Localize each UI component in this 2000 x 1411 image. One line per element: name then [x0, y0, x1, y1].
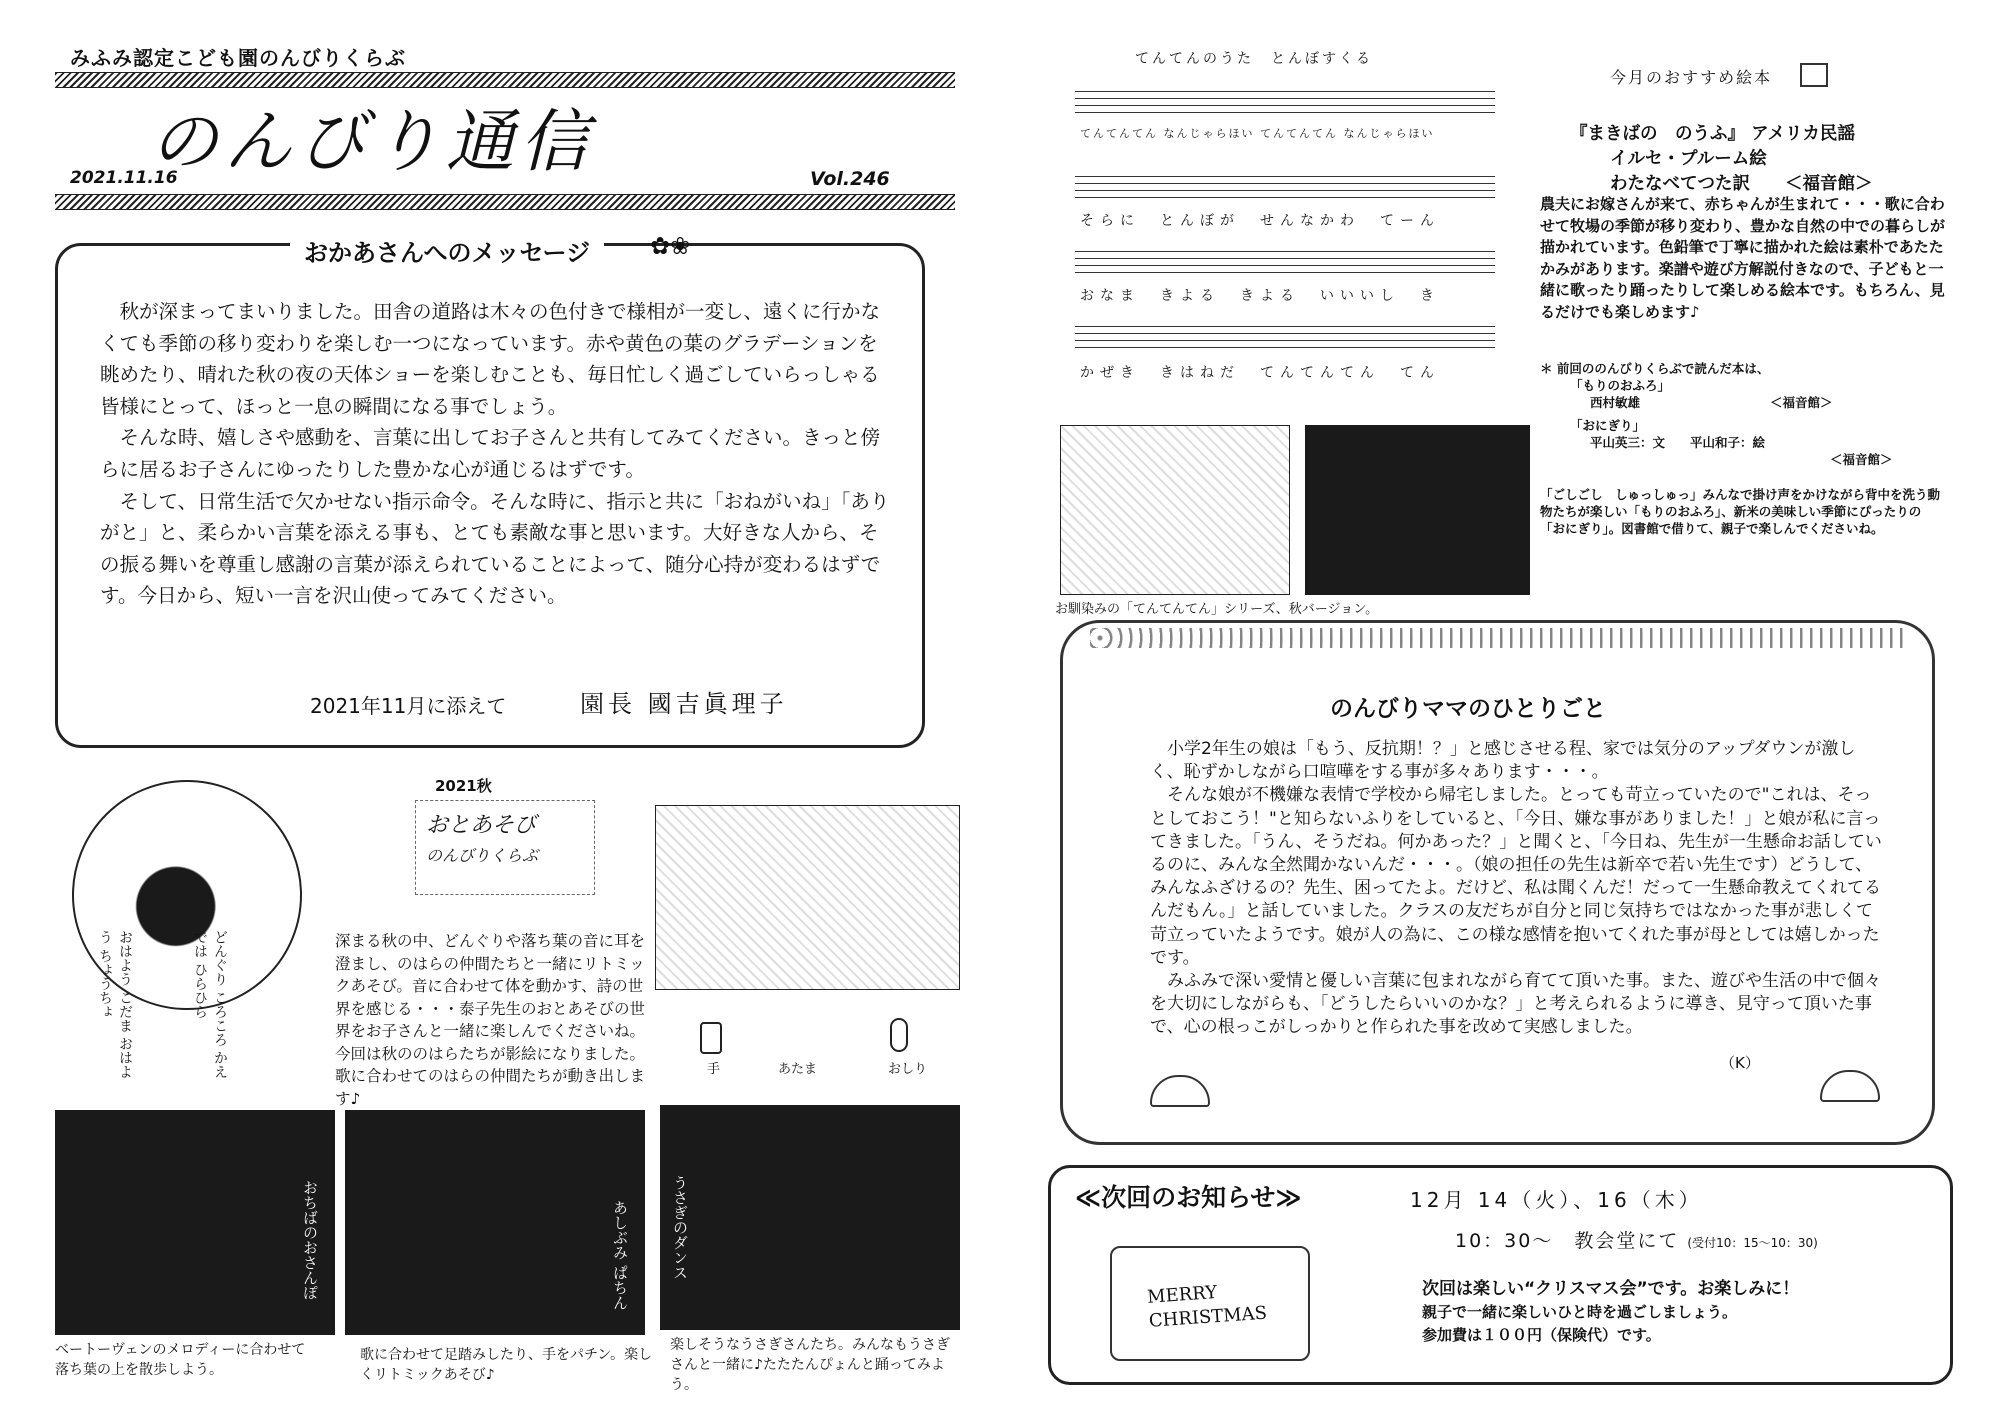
flower-icon: ✿❀ — [650, 232, 691, 260]
acorn-illustration — [655, 805, 960, 990]
bottom-icon — [890, 1018, 908, 1052]
message-paragraph: 秋が深まってまいりました。田舎の道路は木々の色付きで様相が一変し、遠くに行かなくても季節の移り変わりを楽しむ一つになっています。赤や黄色の葉のグラデーションを眺めたり、晴れた秋の夜の天体ショーを楽しむことも、毎日忙しく過ごしていらっしゃる皆様にとって、ほっと一息の瞬間になる事でしょう。 — [100, 300, 881, 418]
org-name: みふみ認定こども園のんびりくらぶ — [70, 46, 406, 70]
previous-book-title: 「もりのおふろ」 — [1570, 378, 1671, 393]
book-translator: わたなべてつた訳 ＜福音館＞ — [1610, 174, 1873, 194]
book-icon — [1800, 63, 1828, 87]
notice-line: 参加費は１００円（保険代）です。 — [1422, 1326, 1661, 1344]
panel-bears — [345, 1110, 645, 1335]
message-title: おかあさんへのメッセージ — [290, 233, 604, 268]
panel-bears-caption: 歌に合わせて足踏みしたり、手をパチン。楽しくリトミックあそび♪ — [360, 1347, 653, 1383]
notice-time: 10：30〜 教会堂にて — [1455, 1230, 1680, 1252]
icon-label-bottom: おしり — [888, 1062, 928, 1077]
hand-icon — [700, 1022, 722, 1054]
issue-volume: Vol.246 — [810, 168, 890, 190]
music-staff — [1075, 245, 1495, 279]
mama-paragraph: 小学2年生の娘は「もう、反抗期！？」と感じさせる程、家では気分のアップダウンが激しく、恥ずかしながら口喧嘩をする事が多々あります・・・。 — [1150, 739, 1856, 783]
panel-leaves-poem: おちばのおさんぽ — [301, 1180, 319, 1300]
previous-books-comment: 「ごしごし しゅっしゅっ」みんなで掛け声をかけながら背中を洗う動物たちが楽しい「もりのおふろ」、新米の美味しい季節にぴったりの「おにぎり」。図書館で借りて、親子で楽しんでくださいね。 — [1540, 487, 1941, 536]
panel-rabbits — [660, 1105, 960, 1330]
song-lyric: かぜき きはねだ てんてんてん てん — [1080, 365, 1440, 381]
otoasobi-heading — [415, 800, 595, 895]
poem-middle: どんぐり ころころ かえでは ひらひら — [192, 930, 228, 1079]
poem-left: おはよう こだま おはよう ちょうちょ — [97, 930, 133, 1079]
book-heading: 今月のおすすめ絵本 — [1610, 68, 1773, 87]
song-lyric: そらに とんぼが せんなかわ てーん — [1080, 213, 1440, 229]
previous-books — [1540, 360, 1940, 468]
song-lyric: おなま きよる きよる いいいし き — [1080, 288, 1440, 304]
music-staff — [1075, 320, 1495, 354]
song-caption: お馴染みの「てんてんてん」シリーズ、秋バージョン。 — [1055, 602, 1379, 617]
mama-title: のんびりママのひとりごと — [1330, 696, 1606, 722]
newsletter-title: のんびり通信 — [150, 103, 595, 182]
message-body — [100, 296, 890, 612]
previous-book-author: 平山英三：文 平山和子：絵 — [1590, 435, 1766, 450]
message-paragraph: そして、日常生活で欠かせない指示命令。そんな時に、指示と共に「おねがいね」「ありがと」と、柔らかい言葉を添える事も、とても素敵な事と思います。大好きな人から、その振る舞いを尊重し感謝の言葉が添えられていることによって、随分心持が変わるはずです。今日から、短い一言を沢山使ってみてください。 — [100, 489, 890, 608]
notice-dates: 12月 14（火）、16（木） — [1410, 1188, 1703, 1212]
panel-rabbits-caption: 楽しそうなうさぎさんたち。みんなもうさぎさんと一緒に♪たたたんぴょんと踊ってみよう。 — [670, 1337, 950, 1393]
notice-title: ≪次回のお知らせ≫ — [1075, 1183, 1302, 1212]
panel-bears-poem: あしぶみ ぱちん — [611, 1200, 629, 1310]
notice-reception: (受付10：15〜10：30) — [1687, 1236, 1818, 1250]
song-title: てんてんのうた とんぼすくる — [1135, 51, 1373, 67]
music-staff — [1075, 85, 1495, 119]
notice-line: 親子で一緒に楽しいひと時を過ごしましょう。 — [1422, 1303, 1738, 1321]
book-description: 農夫にお嫁さんが来て、赤ちゃんが生まれて・・・歌に合わせて牧場の季節が移り変わり、豊かな自然の中での暮らしが描かれています。色鉛筆で丁寧に描かれた絵は素朴であたたかみがあります。楽譜や遊び方解説付きなので、子どもと一緒に歌ったり踊ったりして楽しめる絵本です。もちろん、見るだけでも楽しめます♪ — [1540, 195, 1946, 321]
header-bottom-band — [55, 194, 955, 210]
notice-body — [1422, 1278, 1942, 1347]
message-paragraph: そんな時、嬉しさや感動を、言葉に出してお子さんと共有してみてください。きっと傍らに居るお子さんにゆったりした豊かな心が通じるはずです。 — [100, 426, 881, 481]
previous-books-intro: ＊ 前回ののんびりくらぶで読んだ本は、 — [1540, 361, 1770, 376]
header-top-band — [55, 72, 955, 88]
previous-book-author: 西村敏雄 — [1590, 395, 1641, 410]
previous-book-title: 「おにぎり」 — [1570, 418, 1646, 433]
christmas-banner-text: MERRY CHRISTMAS — [1146, 1282, 1268, 1332]
mama-body — [1150, 738, 1885, 1040]
otoasobi-heading-main: おとあそび — [426, 813, 537, 838]
icon-label-hand: 手 — [707, 1062, 721, 1077]
music-staff — [1075, 170, 1495, 204]
notice-time-line — [1455, 1226, 1818, 1253]
mama-paragraph: みふみで深い愛情と優しい言葉に包まれながら育てて頂いた事。また、遊びや生活の中で個々を大切にしながらも、「どうしたらいいのかな？」と考えられるように導き、見守って頂いた事で、心の根っこがしっかりと作られた事を改めて実感しました。 — [1150, 971, 1881, 1038]
message-signature: 園長 國吉眞理子 — [580, 690, 788, 718]
previous-book-publisher: ＜福音館＞ — [1770, 395, 1833, 410]
panel-rabbits-poem: うさぎのダンス — [671, 1175, 689, 1280]
vine-border — [1090, 628, 1905, 648]
song-lyric: てんてんてん なんじゃらほい てんてんてん なんじゃらほい — [1080, 127, 1435, 140]
otoasobi-body: 深まる秋の中、どんぐりや落ち葉の音に耳を澄まし、のはらの仲間たちと一緒にリトミックあそび。音に合わせて体を動かす、詩の世界を感じる・・・泰子先生のおとあそびの世界をお子さんと一緒に楽しんでくださいね。 今回は秋ののはらたちが影絵になりました。歌に合わせてのはらの仲間たちが動き出します♪ — [335, 932, 653, 1108]
season-label: 2021秋 — [435, 777, 492, 795]
issue-date: 2021.11.16 — [70, 168, 178, 188]
otoasobi-heading-sub: のんびりくらぶ — [426, 846, 539, 865]
book-illustrator: イルセ・プルーム絵 — [1610, 149, 1767, 169]
book-title: 『まきばの のうふ』 アメリカ民謡 — [1570, 124, 1855, 144]
book-title-block — [1570, 122, 1950, 197]
mama-paragraph: そんな娘が不機嫌な表情で学校から帰宅しました。とっても苛立っていたので"これは、そっとしておこう！"と知らないふりをしていると、「今日、嫌な事がありました！」と娘が私に言ってきました。「うん、そうだね。何かあった？」と聞くと、「今日ね、先生が一生懸命お話しているのに、みんな全然聞かないんだ・・・。（娘の担任の先生は新卒で若い先生です）どうして、みんなふざけるの？先生、困ってたよ。だけど、私は聞くんだ！だって一生懸命教えてくれてるんだもん。」と話していました。クラスの友だちが自分と同じ気持ちではなかった事が悲しくて苛立っていたようです。娘が人の為に、この様な感情を抱いてくれた事が母としては嬉しかったです。 — [1150, 785, 1882, 968]
mama-signature: （K） — [1720, 1054, 1760, 1072]
dragonfly-illustration — [1060, 425, 1290, 595]
panel-leaves-caption: ベートーヴェンのメロディーに合わせて落ち葉の上を散歩しよう。 — [55, 1342, 306, 1378]
previous-book-publisher: ＜福音館＞ — [1830, 452, 1893, 467]
notice-line: 次回は楽しい“クリスマス会”です。お楽しみに！ — [1422, 1279, 1800, 1299]
tree-illustration — [1305, 425, 1530, 595]
message-date-line: 2021年11月に添えて — [310, 694, 507, 718]
icon-label-head: あたま — [778, 1062, 818, 1077]
panel-leaves — [55, 1110, 335, 1335]
